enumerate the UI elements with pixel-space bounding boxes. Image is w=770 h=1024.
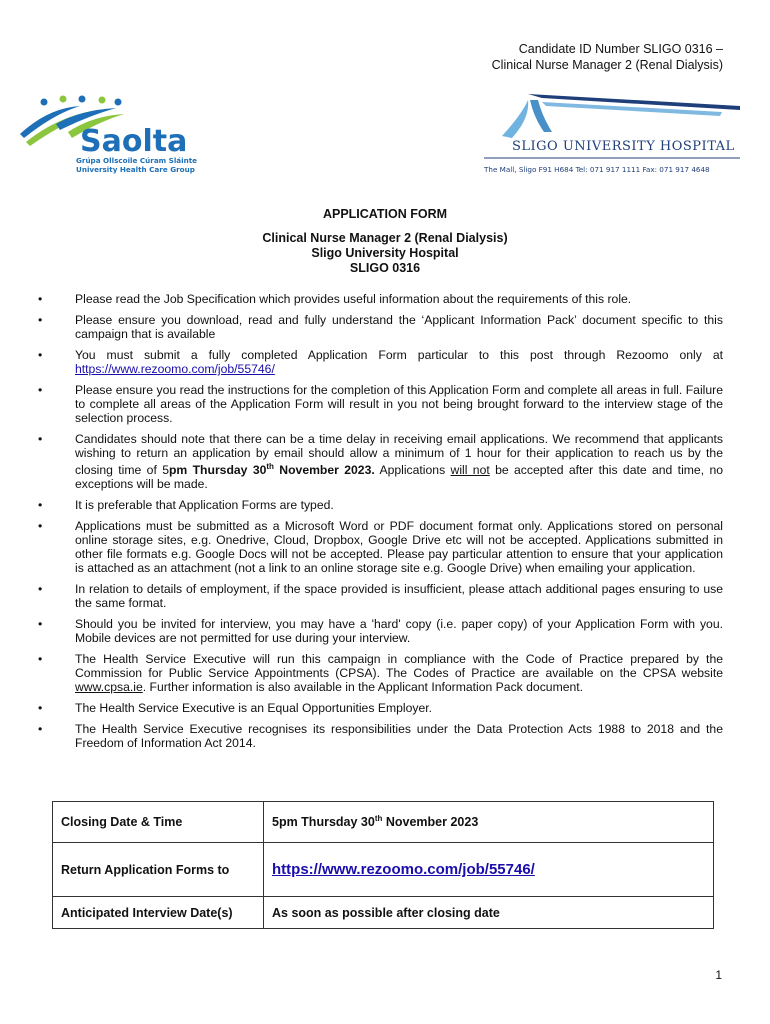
table-row [53,897,714,929]
saolta-logo [18,94,218,176]
list-item: • In relation to details of employment, if the space provided is insufficient, please attach additional pages ensuring to use the same format. [38,582,723,611]
closing-date-value: 5pm Thursday 30th November 2023 [264,802,714,843]
hospital-name: Sligo University Hospital [311,246,459,260]
list-item: • Please ensure you download, read and fully understand the ‘Applicant Information Pack’ document specific to this campaign that is available [38,313,723,341]
list-item: • Please ensure you read the instructions for the completion of this Application Form and complete all areas in full. Failure to complete all areas of the Application Form will result in you not being brought forward to the interview stage of the selection process. [38,383,723,425]
reference-code: SLIGO 0316 [349,261,421,275]
table-row [53,843,714,897]
sligo-address: The Mall, Sligo F91 H684 Tel: 071 917 1111 Fax: 071 917 4648 [484,165,710,174]
candidate-id: Candidate ID Number SLIGO 0316 – [518,42,723,56]
closing-date-label: Closing Date & Time [53,802,264,843]
list-item: • Applications must be submitted as a Microsoft Word or PDF document format only. Applications stored on personal online storage sites, e.g. Onedrive, Cloud, Dropbox, Google Drive etc will not be accepted. Applications submitted in other file formats e.g. Google Docs will not be accepted. Please pay particular attention to ensure that your application is attached as an attachment (not a link to an online storage site e.g. Google Drive) when emailing your application. [38,519,723,576]
return-forms-link[interactable]: https://www.rezoomo.com/job/55746/ [272,861,535,878]
list-item: • The Health Service Executive recognises its responsibilities under the Data Protection Acts 1988 to 2018 and the Freedom of Information Act 2014. [38,722,723,751]
sligo-hospital-logo [482,92,742,178]
interview-date-label: Anticipated Interview Date(s) [53,897,264,929]
sligo-wordmark: SLIGO UNIVERSITY HOSPITAL [512,139,735,154]
return-forms-label: Return Application Forms to [53,843,264,897]
candidate-header [492,41,723,73]
list-item: • It is preferable that Application Forms are typed. [38,498,334,513]
rezoomo-link[interactable]: https://www.rezoomo.com/job/55746/ [75,362,275,376]
list-item: • The Health Service Executive is an Equal Opportunities Employer. [38,701,433,716]
form-heading: APPLICATION FORM [322,207,448,221]
list-item: • Should you be invited for interview, you may have a 'hard' copy (i.e. paper copy) of your Application Form with you. Mobile devices are not permitted for use during your interview. [38,617,723,646]
list-item: • Please read the Job Specification which provides useful information about the requirements of this role. [38,292,632,306]
interview-date-value: As soon as possible after closing date [264,897,714,929]
instructions-list [38,292,723,757]
saolta-wordmark: Saolta [80,124,188,159]
application-info-table [52,801,714,929]
list-item: • You must submit a fully completed Application Form particular to this post through Rezoomo only at https://www.rezoomo.com/job/55746/ [38,348,723,376]
table-row [53,802,714,843]
list-item: • Candidates should note that there can be a time delay in receiving email applications. We recommend that applicants wishing to return an application by email should allow a minimum of 1 hour for their application to reach us by the closing time of 5pm Thursday 30th November 2023. Applications will not be accepted after this date and time, no exceptions will be made. [38,432,723,492]
cpsa-link[interactable]: www.cpsa.ie [75,680,143,695]
candidate-role: Clinical Nurse Manager 2 (Renal Dialysis) [491,58,723,72]
saolta-english-tagline: University Health Care Group [76,165,195,174]
post-title: Clinical Nurse Manager 2 (Renal Dialysis) [262,231,508,245]
list-item: • The Health Service Executive will run this campaign in compliance with the Code of Practice prepared by the Commission for Public Service Appointments (CPSA). The Codes of Practice are available on the CPSA website www.cpsa.ie. Further information is also available in the Applicant Information Pack document. [38,652,723,695]
page-number: 1 [715,968,722,982]
saolta-irish-tagline: Grúpa Ollscoile Cúram Sláinte [76,156,198,165]
form-title-block [0,207,770,276]
return-forms-value [264,843,714,897]
sligo-swoosh-icon [502,94,740,138]
